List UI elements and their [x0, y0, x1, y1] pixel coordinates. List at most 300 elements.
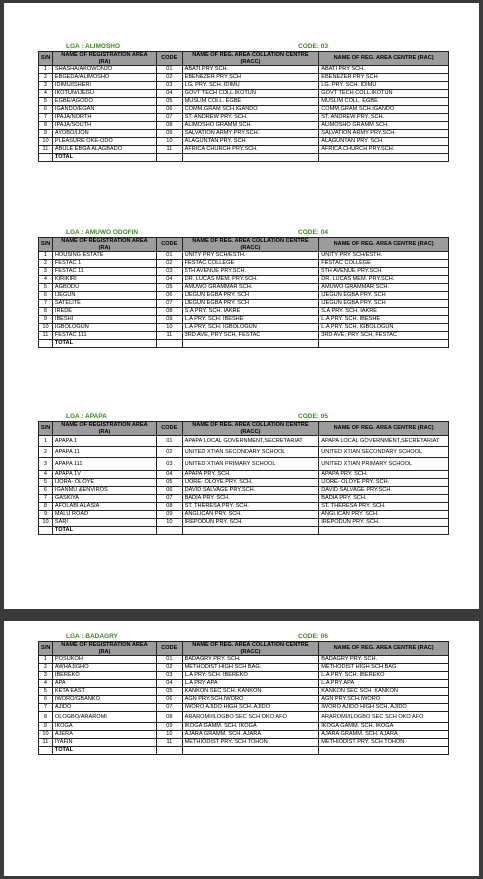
cell-ra: SARI [52, 519, 156, 527]
cell-code: 02 [157, 447, 182, 458]
cell-sn: 10 [39, 519, 53, 527]
cell-sn: 9 [39, 130, 53, 138]
cell-sn: 11 [39, 146, 53, 154]
cell-code: 01 [157, 252, 182, 260]
cell-ra: IGBOLOGUN [52, 324, 156, 332]
table-row [39, 511, 449, 519]
cell-ra: IKOTUN/IJEGU [52, 90, 156, 98]
cell-ra: IGANMU &ENVIROS [52, 487, 156, 495]
cell-code: 08 [157, 308, 182, 316]
table-row [39, 503, 449, 511]
cell-racc: DAVID SALVAGE PRY.SCH. [182, 487, 319, 495]
cell-rac: IJEGUN EGBA PRY. SCH [319, 292, 449, 300]
total-label: TOTAL [52, 154, 156, 162]
table-row [39, 268, 449, 276]
table-row [39, 106, 449, 114]
cell-ra: AYOBO/IJON [52, 130, 156, 138]
cell-racc: IJEGUN EGBA PRY. SCH [182, 300, 319, 308]
header-sn: S/N [39, 52, 53, 66]
cell-sn: 7 [39, 704, 53, 712]
cell-sn: 8 [39, 122, 53, 130]
table-row [39, 487, 449, 495]
cell-code: 07 [157, 114, 182, 122]
cell-racc: AMUWO GRAMMAR SCH. [182, 284, 319, 292]
cell-code: 07 [157, 495, 182, 503]
cell-ra: IBEREKO [52, 672, 156, 680]
header-code: CODE [157, 422, 182, 436]
cell-ra: IPAJA/NORTH [52, 114, 156, 122]
table-row [39, 664, 449, 672]
cell-ra: MALU ROAD [52, 511, 156, 519]
cell-rac: 3RD AVE, PRY SCH, FESTAC [319, 332, 449, 340]
cell-sn: 2 [39, 74, 53, 82]
lga-header [38, 43, 448, 51]
cell-rac: METHIODIST PRY. SCH TOHON [319, 739, 449, 747]
table-row [39, 696, 449, 704]
table-row [39, 672, 449, 680]
table-row [39, 680, 449, 688]
header-rac: NAME OF REG. AREA CENTRE (RAC) [319, 52, 449, 66]
cell-code: 10 [157, 138, 182, 146]
cell-racc: IKOGA GAMM. SCH. IKOGA [182, 723, 319, 731]
cell-rac: ST. ANDREW PRY. SCH. [319, 114, 449, 122]
table-row [39, 688, 449, 696]
table-header-row [39, 422, 449, 436]
cell-rac: L.A PRY. SCH. IBESHE [319, 316, 449, 324]
document-page-1 [4, 3, 479, 609]
cell-code: 01 [157, 436, 182, 447]
cell-ra: APA [52, 680, 156, 688]
total-label: TOTAL [52, 340, 156, 348]
cell-racc: DR. LUCAS MEM. PRY.SCH. [182, 276, 319, 284]
cell-rac: AJARA GRAMM. SCH. AJARA [319, 731, 449, 739]
lga-section-badagry [38, 633, 448, 755]
lga-code: CODE: 04 [298, 229, 328, 236]
cell-racc: UNITED XTIAN SECONDARY SCHOOL [182, 447, 319, 458]
cell-racc: MUSLIM COLL. EGBE [182, 98, 319, 106]
table-row [39, 74, 449, 82]
total-label: TOTAL [52, 747, 156, 755]
cell-code: 03 [157, 672, 182, 680]
cell-rac: FESTAC COLLEGE [319, 260, 449, 268]
cell-ra: APAPA 11 [52, 447, 156, 458]
cell-racc: ALAGUNTAN PRY. SCH [182, 138, 319, 146]
table-row [39, 316, 449, 324]
cell-racc: IJORE- OLOYE PRY. SCH. [182, 479, 319, 487]
cell-racc: ALIMOSHO GRAMM SCH. [182, 122, 319, 130]
cell-rac: ARAROMI/ILOGBO SEC SCH OKO AFO [319, 712, 449, 723]
cell-rac: GOVT TECH COLL.IKOTUN [319, 90, 449, 98]
table-row [39, 90, 449, 98]
table-row [39, 723, 449, 731]
cell-sn: 7 [39, 300, 53, 308]
cell-rac: MUSLIM COLL. EGBE [319, 98, 449, 106]
cell-sn: 9 [39, 723, 53, 731]
cell-code: 02 [157, 664, 182, 672]
table-row [39, 471, 449, 479]
lga-code: CODE: 03 [298, 43, 328, 50]
cell-ra: POSUKOH [52, 656, 156, 664]
table-row [39, 436, 449, 447]
cell-code: 04 [157, 276, 182, 284]
cell-sn: 8 [39, 712, 53, 723]
header-sn: S/N [39, 238, 53, 252]
header-sn: S/N [39, 642, 53, 656]
cell-racc: IJEGUN EGBA PRY. SCH [182, 292, 319, 300]
cell-rac: LG. PRY. SCH. IDIMU [319, 82, 449, 90]
cell-ra: PLEASURE OKE-ODO [52, 138, 156, 146]
registration-table [38, 51, 449, 162]
cell-ra: APAPA 111 [52, 458, 156, 471]
cell-racc: ABATI PRY SCH. [182, 66, 319, 74]
cell-rac: DR. LUCAS MEM. PRY.SCH. [319, 276, 449, 284]
cell-sn: 1 [39, 66, 53, 74]
cell-rac: APAPA PRY. SCH. [319, 471, 449, 479]
cell-sn: 1 [39, 252, 53, 260]
cell-code: 06 [157, 292, 182, 300]
cell-sn: 10 [39, 138, 53, 146]
table-row [39, 458, 449, 471]
cell-code: 11 [157, 146, 182, 154]
cell-ra: OLOGBO/ARAROMI [52, 712, 156, 723]
cell-rac: ALAGUNTAN PRY. SCH [319, 138, 449, 146]
cell-sn: 7 [39, 114, 53, 122]
cell-rac: AMUWO GRAMMAR SCH. [319, 284, 449, 292]
cell-racc: IREPODUN PRY. SCH. [182, 519, 319, 527]
cell-rac: BADIA PRY. SCH. [319, 495, 449, 503]
cell-ra: EBGEDA/ALIMOSHO [52, 74, 156, 82]
table-row [39, 114, 449, 122]
cell-sn: 5 [39, 98, 53, 106]
cell-ra: AJIDO [52, 704, 156, 712]
cell-ra: KIRIKIRI [52, 276, 156, 284]
header-ra: NAME OF REGISTRATION AREA (RA) [52, 642, 156, 656]
table-row [39, 292, 449, 300]
cell-ra: AJERA [52, 731, 156, 739]
cell-racc: METHODIST HIGH SCH BAG. [182, 664, 319, 672]
cell-sn: 1 [39, 656, 53, 664]
cell-racc: L.A PRY APA [182, 680, 319, 688]
cell-sn: 11 [39, 739, 53, 747]
cell-ra: IBESHI [52, 316, 156, 324]
cell-sn: 7 [39, 495, 53, 503]
cell-ra: IPAJA/SOUTH [52, 122, 156, 130]
cell-code: 08 [157, 122, 182, 130]
cell-sn: 4 [39, 680, 53, 688]
table-row [39, 98, 449, 106]
cell-racc: EBENEZER PRY SCH [182, 74, 319, 82]
lga-code: CODE: 06 [298, 633, 328, 640]
cell-rac: DAVID SALVAGE PRY.SCH. [319, 487, 449, 495]
cell-code: 08 [157, 712, 182, 723]
cell-racc: APAPA LOCAL GOVERNMENT,SECRETARIAT [182, 436, 319, 447]
cell-racc: S.A PRY. SCH. IAKRE [182, 308, 319, 316]
document-page-2 [4, 621, 479, 876]
cell-rac: BADAGRY PRY. SCH. [319, 656, 449, 664]
cell-sn: 6 [39, 292, 53, 300]
cell-sn: 3 [39, 672, 53, 680]
cell-sn: 10 [39, 731, 53, 739]
lga-code: CODE: 05 [298, 413, 328, 420]
table-row [39, 252, 449, 260]
cell-code: 09 [157, 130, 182, 138]
table-row [39, 324, 449, 332]
cell-racc: L.A PRY. SCH. IBESHE [182, 316, 319, 324]
lga-section-alimosho [38, 43, 448, 162]
table-header-row [39, 642, 449, 656]
cell-racc: APAPA PRY. SCH. [182, 471, 319, 479]
cell-ra: AWHAJIGHO [52, 664, 156, 672]
lga-section-amuwo-odofin [38, 229, 448, 348]
header-ra: NAME OF REGISTRATION AREA (RA) [52, 422, 156, 436]
cell-rac: IREPODUN PRY. SCH. [319, 519, 449, 527]
cell-racc: ANGLICAN PRY. SCH. [182, 511, 319, 519]
cell-ra: IDIMU/ISHERI [52, 82, 156, 90]
cell-racc: FESTAC COLLEGE [182, 260, 319, 268]
table-row [39, 260, 449, 268]
cell-rac: ST. THERESA PRY. SCH. [319, 503, 449, 511]
cell-racc: UNITED XTIAN PRIMARY SCHOOL [182, 458, 319, 471]
cell-racc: AJARA GRAMM. SCH. AJARA [182, 731, 319, 739]
table-header-row [39, 238, 449, 252]
cell-racc: GOVT TECH COLL.IKOTUN [182, 90, 319, 98]
cell-code: 10 [157, 731, 182, 739]
cell-ra: KETA EAST [52, 688, 156, 696]
cell-sn: 4 [39, 90, 53, 98]
cell-sn: 2 [39, 664, 53, 672]
cell-racc: L.A PRY. SCH. IBEREKO [182, 672, 319, 680]
lga-name: LGA : BADAGRY [66, 633, 118, 640]
cell-sn: 8 [39, 308, 53, 316]
lga-header [38, 633, 448, 641]
cell-ra: SHASHA/AKOWONJO [52, 66, 156, 74]
cell-sn: 2 [39, 447, 53, 458]
cell-code: 05 [157, 688, 182, 696]
table-row [39, 739, 449, 747]
cell-code: 05 [157, 479, 182, 487]
lga-name: LGA : ALIMOSHO [66, 43, 121, 50]
cell-sn: 6 [39, 696, 53, 704]
table-row [39, 519, 449, 527]
cell-code: 03 [157, 458, 182, 471]
cell-sn: 9 [39, 511, 53, 519]
table-row [39, 447, 449, 458]
table-row [39, 308, 449, 316]
cell-code: 03 [157, 82, 182, 90]
cell-code: 04 [157, 680, 182, 688]
cell-rac: EBENEZER PRY SCH [319, 74, 449, 82]
cell-sn: 6 [39, 487, 53, 495]
cell-code: 09 [157, 316, 182, 324]
registration-table [38, 421, 449, 535]
cell-rac: UNITED XTIAN SECONDARY SCHOOL [319, 447, 449, 458]
cell-code: 04 [157, 90, 182, 98]
cell-racc: L.A PRY. SCH. IGBOLOGUN [182, 324, 319, 332]
cell-ra: GASKIYA [52, 495, 156, 503]
cell-racc: BADIA PRY. SCH. [182, 495, 319, 503]
cell-code: 10 [157, 519, 182, 527]
header-rac: NAME OF REG. AREA CENTRE (RAC) [319, 422, 449, 436]
header-racc: NAME OF REG. AREA COLLATION CENTRE (RACC) [182, 238, 319, 252]
table-row [39, 82, 449, 90]
cell-sn: 6 [39, 106, 53, 114]
cell-rac: AGN PRY.SCH.IWORO [319, 696, 449, 704]
cell-racc: SALVATION ARMY PRY.SCH. [182, 130, 319, 138]
lga-name: LGA : APAPA [66, 413, 107, 420]
cell-sn: 5 [39, 688, 53, 696]
cell-rac: L.A PRY APA [319, 680, 449, 688]
cell-racc: ST. ANDREW PRY. SCH. [182, 114, 319, 122]
cell-ra: EGBE/AGODO [52, 98, 156, 106]
lga-name: LGA : AMUWO ODOFIN [66, 229, 139, 236]
header-rac: NAME OF REG. AREA CENTRE (RAC) [319, 642, 449, 656]
cell-ra: IGANDO/EGAN [52, 106, 156, 114]
cell-rac: ANGLICAN PRY. SCH. [319, 511, 449, 519]
cell-ra: IJORA- OLOYE [52, 479, 156, 487]
cell-sn: 5 [39, 284, 53, 292]
cell-code: 02 [157, 74, 182, 82]
cell-code: 04 [157, 471, 182, 479]
total-row [39, 747, 449, 755]
cell-ra: FESTAC 111 [52, 332, 156, 340]
header-code: CODE [157, 642, 182, 656]
total-row [39, 154, 449, 162]
cell-sn: 3 [39, 458, 53, 471]
cell-code: 07 [157, 300, 182, 308]
cell-rac: L.A PRY. SCH. IBEREKO [319, 672, 449, 680]
cell-racc: 3RD AVE, PRY SCH, FESTAC [182, 332, 319, 340]
table-row [39, 284, 449, 292]
cell-rac: S.A PRY. SCH. IAKRE [319, 308, 449, 316]
cell-code: 11 [157, 332, 182, 340]
cell-rac: 5TH AVENUE PRY.SCH. [319, 268, 449, 276]
table-row [39, 130, 449, 138]
table-row [39, 704, 449, 712]
cell-sn: 5 [39, 479, 53, 487]
cell-code: 07 [157, 704, 182, 712]
cell-rac: AFRICA CHURCH PRY.SCH. [319, 146, 449, 154]
cell-racc: KANKON SEC SCH. KANKON [182, 688, 319, 696]
cell-racc: COMM.GRAM SCH.IGANDO [182, 106, 319, 114]
total-row [39, 340, 449, 348]
table-row [39, 712, 449, 723]
cell-code: 05 [157, 98, 182, 106]
table-row [39, 276, 449, 284]
cell-racc: UNITY PRY SCH/ESTH. [182, 252, 319, 260]
cell-rac: ABATI PRY SCH. [319, 66, 449, 74]
table-row [39, 138, 449, 146]
cell-racc: LG. PRY. SCH. IDIMU [182, 82, 319, 90]
cell-code: 09 [157, 511, 182, 519]
cell-racc: 5TH AVENUE PRY.SCH. [182, 268, 319, 276]
cell-ra: FESTAC 1 [52, 260, 156, 268]
header-ra: NAME OF REGISTRATION AREA (RA) [52, 238, 156, 252]
cell-code: 03 [157, 268, 182, 276]
table-row [39, 146, 449, 154]
cell-code: 02 [157, 260, 182, 268]
header-racc: NAME OF REG. AREA COLLATION CENTRE (RACC) [182, 642, 319, 656]
cell-rac: COMM.GRAM SCH.IGANDO [319, 106, 449, 114]
header-racc: NAME OF REG. AREA COLLATION CENTRE (RACC) [182, 422, 319, 436]
cell-rac: APAPA LOCAL GOVERNMENT,SECRETARIAT [319, 436, 449, 447]
cell-code: 08 [157, 503, 182, 511]
cell-ra: IJEGUN [52, 292, 156, 300]
cell-ra: ABULE EBGA ALAGBADO [52, 146, 156, 154]
cell-rac: UNITY PRY SCH/ESTH. [319, 252, 449, 260]
header-code: CODE [157, 238, 182, 252]
cell-racc: AFRICA CHURCH PRY.SCH. [182, 146, 319, 154]
cell-racc: METHIODIST PRY. SCH TOHON [182, 739, 319, 747]
cell-rac: METHODIST HIGH SCH BAG. [319, 664, 449, 672]
cell-rac: IJORE- OLOYE PRY. SCH. [319, 479, 449, 487]
cell-ra: APAPA 1 [52, 436, 156, 447]
cell-rac: KANKON SEC SCH. KANKON [319, 688, 449, 696]
cell-code: 01 [157, 66, 182, 74]
lga-section-apapa [38, 413, 448, 535]
header-sn: S/N [39, 422, 53, 436]
cell-code: 06 [157, 696, 182, 704]
cell-sn: 4 [39, 471, 53, 479]
table-row [39, 66, 449, 74]
cell-rac: IKOGA GAMM. SCH. IKOGA [319, 723, 449, 731]
header-rac: NAME OF REG. AREA CENTRE (RAC) [319, 238, 449, 252]
cell-ra: APAPA 1V [52, 471, 156, 479]
table-row [39, 731, 449, 739]
header-ra: NAME OF REGISTRATION AREA (RA) [52, 52, 156, 66]
cell-rac: IWORO AJIDO HIGH SCH. AJIDO [319, 704, 449, 712]
cell-code: 06 [157, 106, 182, 114]
cell-sn: 10 [39, 324, 53, 332]
cell-sn: 11 [39, 332, 53, 340]
cell-ra: AGBODU [52, 284, 156, 292]
cell-racc: ST. THERESA PRY. SCH. [182, 503, 319, 511]
cell-ra: IREDE [52, 308, 156, 316]
cell-code: 01 [157, 656, 182, 664]
cell-code: 09 [157, 723, 182, 731]
cell-code: 11 [157, 739, 182, 747]
cell-rac: L.A PRY. SCH. IGBOLOGUN [319, 324, 449, 332]
registration-table [38, 641, 449, 755]
cell-rac: SALVATION ARMY PRY.SCH. [319, 130, 449, 138]
cell-rac: UNITED XTIAN PRIMARY SCHOOL [319, 458, 449, 471]
table-row [39, 300, 449, 308]
cell-code: 06 [157, 487, 182, 495]
cell-racc: ARAROMI/ILOGBO SEC SCH OKO AFO [182, 712, 319, 723]
table-header-row [39, 52, 449, 66]
cell-ra: HOUSING ESTATE [52, 252, 156, 260]
table-row [39, 656, 449, 664]
cell-sn: 2 [39, 260, 53, 268]
cell-ra: IYAFIN [52, 739, 156, 747]
cell-sn: 4 [39, 276, 53, 284]
table-row [39, 122, 449, 130]
lga-header [38, 413, 448, 421]
cell-sn: 8 [39, 503, 53, 511]
cell-racc: AGN PRY.SCH.IWORO [182, 696, 319, 704]
table-row [39, 332, 449, 340]
header-racc: NAME OF REG. AREA COLLATION CENTRE (RACC) [182, 52, 319, 66]
cell-ra: SATELITE [52, 300, 156, 308]
total-row [39, 527, 449, 535]
cell-sn: 3 [39, 82, 53, 90]
cell-rac: ALIMOSHO GRAMM SCH. [319, 122, 449, 130]
header-code: CODE [157, 52, 182, 66]
total-label: TOTAL [52, 527, 156, 535]
cell-racc: BADAGRY PRY. SCH. [182, 656, 319, 664]
table-row [39, 479, 449, 487]
cell-ra: IWORO/GBANKO [52, 696, 156, 704]
cell-code: 10 [157, 324, 182, 332]
